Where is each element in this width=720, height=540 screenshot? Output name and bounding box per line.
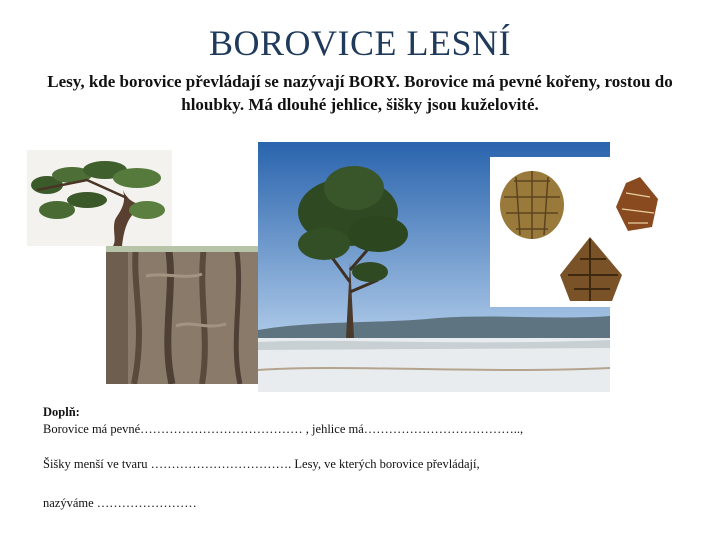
exercise-line-1: Borovice má pevné………………………………… , jehlice má……………………………….., [43, 422, 524, 436]
bonsai-pine-photo [27, 150, 172, 246]
intro-paragraph: Lesy, kde borovice převládají se nazývají BORY. Borovice má pevné kořeny, rostou do hloubky. Má dlouhé jehlice, šišky jsou kuželovité. [47, 72, 673, 114]
pine-bark-photo [106, 246, 260, 384]
page-title: BOROVICE LESNÍ [209, 23, 511, 63]
pine-cones-photo [490, 157, 670, 307]
exercise-line-2: Šišky menší ve tvaru ……………………………. Lesy, ve kterých borovice převládají, [43, 457, 480, 471]
exercise-line-3: nazýváme …………………… [43, 496, 197, 510]
exercise-heading: Doplň: [43, 405, 80, 419]
fill-in-exercise [43, 404, 683, 512]
